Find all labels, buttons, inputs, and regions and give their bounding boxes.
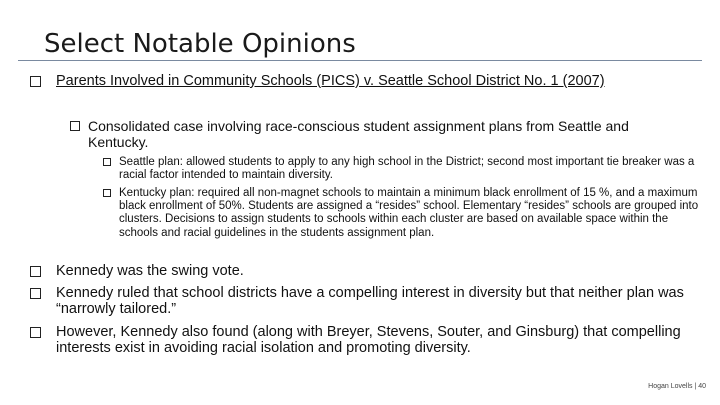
hollow-square-icon (30, 288, 41, 299)
bullet-item (30, 324, 690, 356)
bullet-item (30, 263, 690, 279)
bullet-item (30, 73, 690, 89)
hollow-square-icon (103, 158, 111, 166)
hollow-square-icon (30, 327, 41, 338)
bullet-item (30, 285, 690, 317)
bullet-text: Seattle plan: allowed students to apply to any high school in the District; second most important tie breaker was a racial factor intended to maintain diversity. (119, 156, 695, 182)
bullet-text: Consolidated case involving race-conscious student assignment plans from Seattle and Kentucky. (88, 118, 629, 150)
bullet-text: Kentucky plan: required all non-magnet schools to maintain a minimum black enrollment of 15 %, and a maximum black enrollment of 50%. Students are assigned a “resides” school. Elementary “resides” schools are grouped into clusters. Decisions to assign students to schools within each cluster are based on available space within the schools and racial guidelines in the students assignment plan. (119, 187, 699, 239)
hollow-square-icon (30, 76, 41, 87)
bullet-text: Parents Involved in Community Schools (PICS) v. Seattle School District No. 1 (2007) (56, 73, 605, 89)
hollow-square-icon (30, 266, 41, 277)
hollow-square-icon (103, 189, 111, 197)
bullet-text: Kennedy ruled that school districts have a compelling interest in diversity but that neither plan was “narrowly tailored.” (56, 285, 684, 317)
footer-page-number: Hogan Lovells | 40 (648, 383, 706, 390)
bullet-item (70, 118, 692, 150)
slide-title: Select Notable Opinions (44, 29, 356, 59)
bullet-text: Kennedy was the swing vote. (56, 263, 244, 279)
hollow-square-icon (70, 121, 80, 131)
title-divider (18, 60, 702, 61)
bullet-item (103, 156, 703, 182)
bullet-item (103, 187, 703, 240)
bullet-text: However, Kennedy also found (along with Breyer, Stevens, Souter, and Ginsburg) that compelling interests exist in avoiding racial isolation and promoting diversity. (56, 324, 681, 356)
